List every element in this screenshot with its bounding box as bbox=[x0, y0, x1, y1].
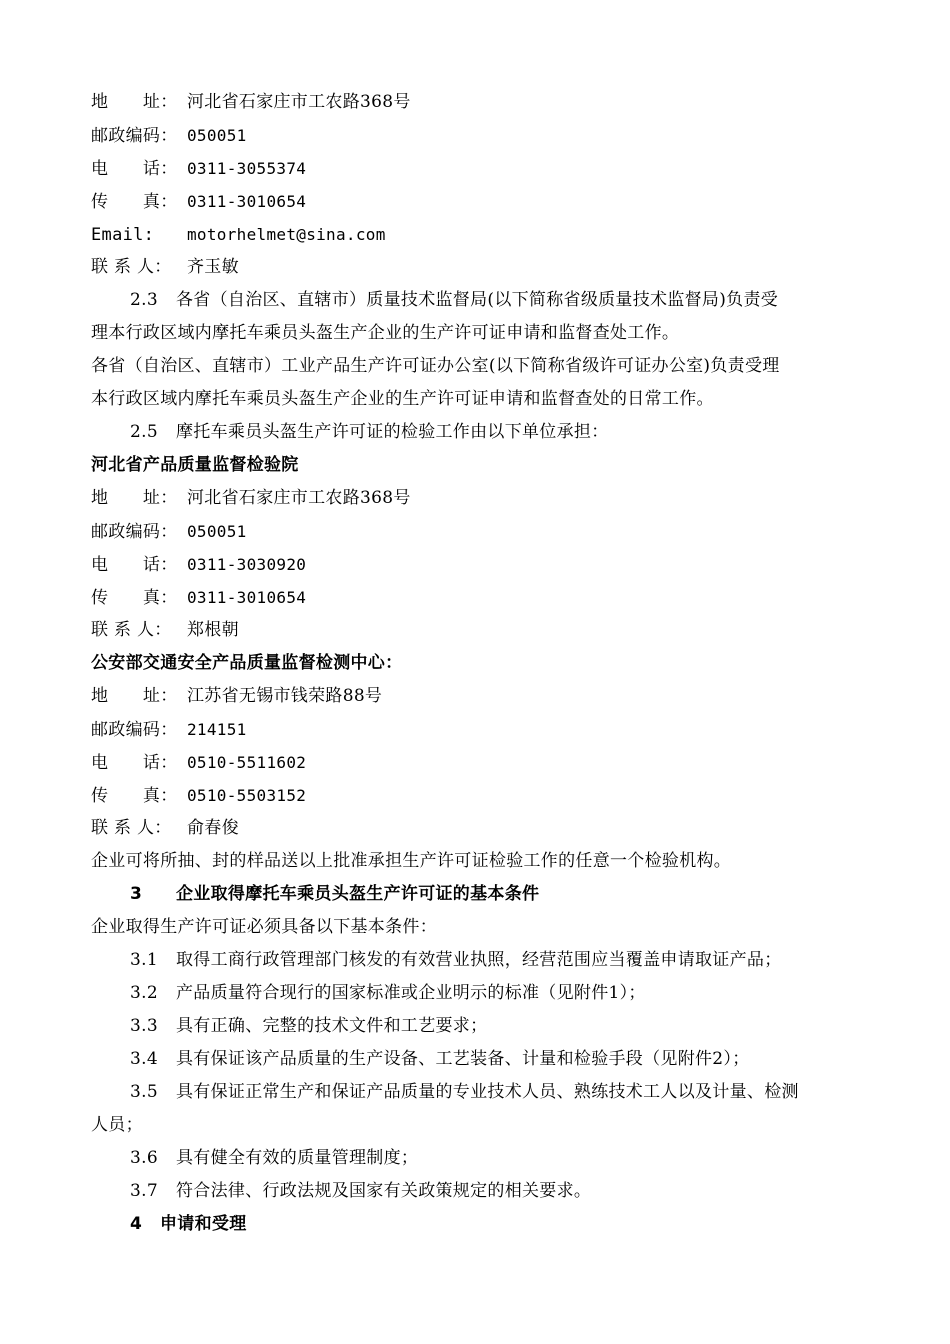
phone-value: 0311-3030920 bbox=[187, 555, 307, 574]
condition-item bbox=[130, 1142, 905, 1175]
address-label: 地 址： bbox=[91, 92, 178, 112]
postcode-value: 214151 bbox=[187, 720, 247, 739]
condition-text: 具有保证正常生产和保证产品质量的专业技术人员、熟练技术工人以及计量、检测 bbox=[176, 1082, 799, 1102]
condition-number: 3.2 bbox=[130, 983, 158, 1003]
condition-text: 具有保证该产品质量的生产设备、工艺装备、计量和检验手段（见附件2）； bbox=[176, 1049, 750, 1069]
contact-label: 联 系 人： bbox=[91, 257, 172, 277]
contact-value: 俞春俊 bbox=[187, 818, 239, 838]
postcode-value: 050051 bbox=[187, 522, 247, 541]
condition-text: 产品质量符合现行的国家标准或企业明示的标准（见附件1）； bbox=[176, 983, 646, 1003]
address-value: 河北省石家庄市工农路368号 bbox=[187, 92, 411, 112]
postcode-line bbox=[91, 713, 866, 746]
condition-text: 取得工商行政管理部门核发的有效营业执照，经营范围应当覆盖申请取证产品； bbox=[176, 950, 782, 970]
condition-number: 3.5 bbox=[130, 1082, 158, 1102]
sample-note: 企业可将所抽、封的样品送以上批准承担生产许可证检验工作的任意一个检验机构。 bbox=[91, 851, 732, 871]
fax-line bbox=[91, 581, 866, 614]
contact-label: 联 系 人： bbox=[91, 818, 172, 838]
email-line bbox=[91, 218, 866, 251]
fax-line bbox=[91, 185, 866, 218]
contact-value: 齐玉敏 bbox=[187, 257, 239, 277]
phone-line bbox=[91, 746, 866, 779]
section-3-number: 3 bbox=[130, 884, 143, 904]
phone-value: 0311-3055374 bbox=[187, 159, 307, 178]
condition-number: 3.4 bbox=[130, 1049, 158, 1069]
contact-line bbox=[91, 251, 866, 284]
para-2-3-text1: 各省（自治区、直辖市）质量技术监督局(以下简称省级质量技术监督局)负责受 bbox=[176, 290, 779, 310]
fax-line bbox=[91, 779, 866, 812]
address-label: 地 址： bbox=[91, 686, 178, 706]
condition-item bbox=[130, 1076, 905, 1109]
section-4-heading bbox=[130, 1208, 905, 1241]
postcode-line bbox=[91, 119, 866, 152]
condition-item bbox=[130, 977, 905, 1010]
postcode-value: 050051 bbox=[187, 126, 247, 145]
condition-text: 符合法律、行政法规及国家有关政策规定的相关要求。 bbox=[176, 1181, 592, 1201]
fax-value: 0510-5503152 bbox=[187, 786, 307, 805]
condition-number: 3.6 bbox=[130, 1148, 158, 1168]
para-2-3-line4: 本行政区域内摩托车乘员头盔生产企业的生产许可证申请和监督查处的日常工作。 bbox=[91, 389, 714, 409]
section-4-title: 申请和受理 bbox=[160, 1214, 247, 1234]
institute-title-hebei: 河北省产品质量监督检验院 bbox=[91, 455, 299, 475]
condition-item bbox=[130, 1010, 905, 1043]
address-line bbox=[91, 680, 866, 713]
address-line bbox=[91, 86, 866, 119]
condition-item bbox=[130, 944, 905, 977]
para-2-5-number: 2.5 bbox=[130, 422, 158, 442]
section-3-intro: 企业取得生产许可证必须具备以下基本条件： bbox=[91, 917, 437, 937]
condition-number: 3.1 bbox=[130, 950, 158, 970]
phone-value: 0510-5511602 bbox=[187, 753, 307, 772]
phone-label: 电 话： bbox=[91, 159, 178, 179]
phone-label: 电 话： bbox=[91, 753, 178, 773]
email-value: motorhelmet@sina.com bbox=[187, 225, 386, 244]
section-3-heading bbox=[130, 878, 905, 911]
para-2-3-line1 bbox=[130, 284, 905, 317]
condition-item bbox=[130, 1175, 905, 1208]
para-2-5-text: 摩托车乘员头盔生产许可证的检验工作由以下单位承担： bbox=[176, 422, 609, 442]
address-label: 地 址： bbox=[91, 488, 178, 508]
address-value: 河北省石家庄市工农路368号 bbox=[187, 488, 411, 508]
condition-item bbox=[130, 1043, 905, 1076]
postcode-label: 邮政编码： bbox=[91, 522, 178, 542]
address-value: 江苏省无锡市钱荣路88号 bbox=[187, 686, 383, 706]
phone-line bbox=[91, 548, 866, 581]
contact-line bbox=[91, 614, 866, 647]
institute-title-mps: 公安部交通安全产品质量监督检测中心： bbox=[91, 653, 403, 673]
condition-text: 具有健全有效的质量管理制度； bbox=[176, 1148, 419, 1168]
fax-label: 传 真： bbox=[91, 192, 178, 212]
postcode-line bbox=[91, 515, 866, 548]
condition-text: 具有正确、完整的技术文件和工艺要求； bbox=[176, 1016, 488, 1036]
contact-line bbox=[91, 812, 866, 845]
para-2-3-line2: 理本行政区域内摩托车乘员头盔生产企业的生产许可证申请和监督查处工作。 bbox=[91, 323, 680, 343]
fax-value: 0311-3010654 bbox=[187, 192, 307, 211]
phone-line bbox=[91, 152, 866, 185]
fax-label: 传 真： bbox=[91, 786, 178, 806]
fax-value: 0311-3010654 bbox=[187, 588, 307, 607]
contact-label: 联 系 人： bbox=[91, 620, 172, 640]
email-label: Email: bbox=[91, 225, 155, 245]
para-2-3-line3: 各省（自治区、直辖市）工业产品生产许可证办公室(以下简称省级许可证办公室)负责受理 bbox=[91, 356, 780, 376]
postcode-label: 邮政编码： bbox=[91, 720, 178, 740]
condition-number: 3.7 bbox=[130, 1181, 158, 1201]
para-2-3-number: 2.3 bbox=[130, 290, 158, 310]
phone-label: 电 话： bbox=[91, 555, 178, 575]
section-4-number: 4 bbox=[130, 1214, 143, 1234]
condition-number: 3.3 bbox=[130, 1016, 158, 1036]
contact-value: 郑根朝 bbox=[187, 620, 239, 640]
section-3-title: 企业取得摩托车乘员头盔生产许可证的基本条件 bbox=[176, 884, 540, 904]
para-2-5 bbox=[130, 416, 905, 449]
postcode-label: 邮政编码： bbox=[91, 126, 178, 146]
condition-continuation: 人员； bbox=[91, 1115, 143, 1135]
address-line bbox=[91, 482, 866, 515]
fax-label: 传 真： bbox=[91, 588, 178, 608]
